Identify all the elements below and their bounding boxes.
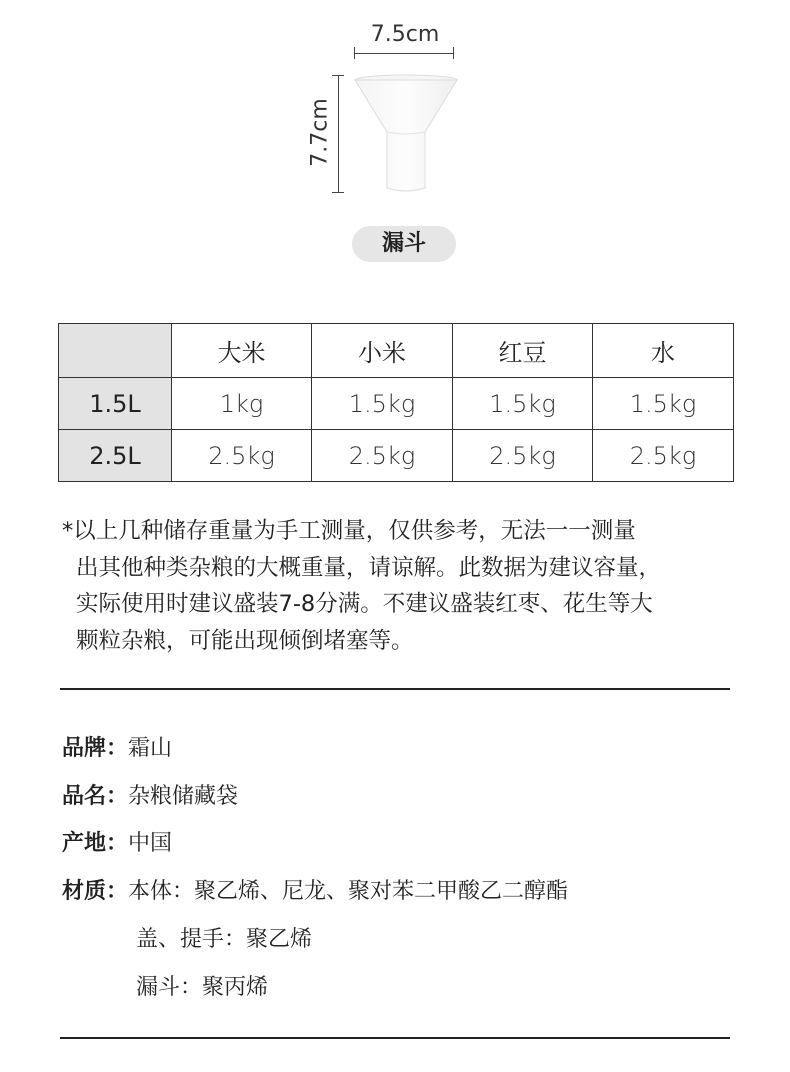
table-cell: 1.5kg bbox=[312, 378, 453, 430]
spec-name bbox=[62, 779, 238, 810]
spec-value: 杂粮储藏袋 bbox=[128, 784, 239, 809]
note-line: 颗粒杂粮，可能出现倾倒堵塞等。 bbox=[76, 627, 414, 654]
height-dimension-line bbox=[338, 75, 339, 193]
spec-brand bbox=[62, 731, 172, 762]
table-header-cell: 红豆 bbox=[453, 324, 593, 378]
note-line: *以上几种储存重量为手工测量，仅供参考，无法一一测量 bbox=[62, 518, 636, 544]
table-row bbox=[59, 378, 734, 430]
spec-key: 材质： bbox=[62, 879, 129, 904]
spec-key: 品名： bbox=[62, 784, 129, 809]
spec-value: 霜山 bbox=[128, 736, 173, 761]
spec-key: 产地： bbox=[62, 831, 129, 856]
table-cell: 1.5kg bbox=[453, 378, 593, 430]
width-dimension-line bbox=[354, 53, 454, 54]
table-cell: 2.5kg bbox=[312, 430, 453, 482]
width-dimension-label: 7.5cm bbox=[370, 22, 440, 47]
spec-value: 漏斗：聚丙烯 bbox=[136, 975, 269, 1000]
table-cell: 2.5kg bbox=[593, 430, 734, 482]
spec-value: 盖、提手：聚乙烯 bbox=[136, 927, 313, 952]
row-label: 2.5L bbox=[59, 430, 172, 482]
note-line: 实际使用时建议盛装7-8分满。不建议盛装红枣、花生等大 bbox=[76, 591, 653, 617]
table-header-cell: 大米 bbox=[172, 324, 312, 378]
capacity-note bbox=[62, 513, 752, 659]
table-header-cell: 小米 bbox=[312, 324, 453, 378]
table-cell: 1.5kg bbox=[593, 378, 734, 430]
table-header-cell bbox=[59, 324, 172, 378]
funnel-image bbox=[350, 70, 462, 198]
spec-value: 本体：聚乙烯、尼龙、聚对苯二甲酸乙二醇酯 bbox=[128, 879, 569, 904]
item-label-pill: 漏斗 bbox=[352, 226, 456, 262]
table-cell: 2.5kg bbox=[172, 430, 312, 482]
table-row bbox=[59, 430, 734, 482]
spec-origin bbox=[62, 826, 172, 857]
spec-value: 中国 bbox=[128, 831, 173, 856]
spec-key: 品牌： bbox=[62, 736, 129, 761]
row-label: 1.5L bbox=[59, 378, 172, 430]
table-header-row bbox=[59, 324, 734, 378]
capacity-table bbox=[58, 323, 734, 482]
spec-material bbox=[62, 874, 568, 905]
spec-material-line bbox=[136, 922, 312, 953]
height-dimension-label: 7.7cm bbox=[307, 98, 333, 167]
table-cell: 2.5kg bbox=[453, 430, 593, 482]
table-header-cell: 水 bbox=[593, 324, 734, 378]
divider bbox=[60, 1037, 730, 1039]
table-cell: 1kg bbox=[172, 378, 312, 430]
divider bbox=[60, 688, 730, 690]
spec-material-line bbox=[136, 970, 268, 1001]
note-line: 出其他种类杂粮的大概重量，请谅解。此数据为建议容量， bbox=[76, 554, 662, 581]
